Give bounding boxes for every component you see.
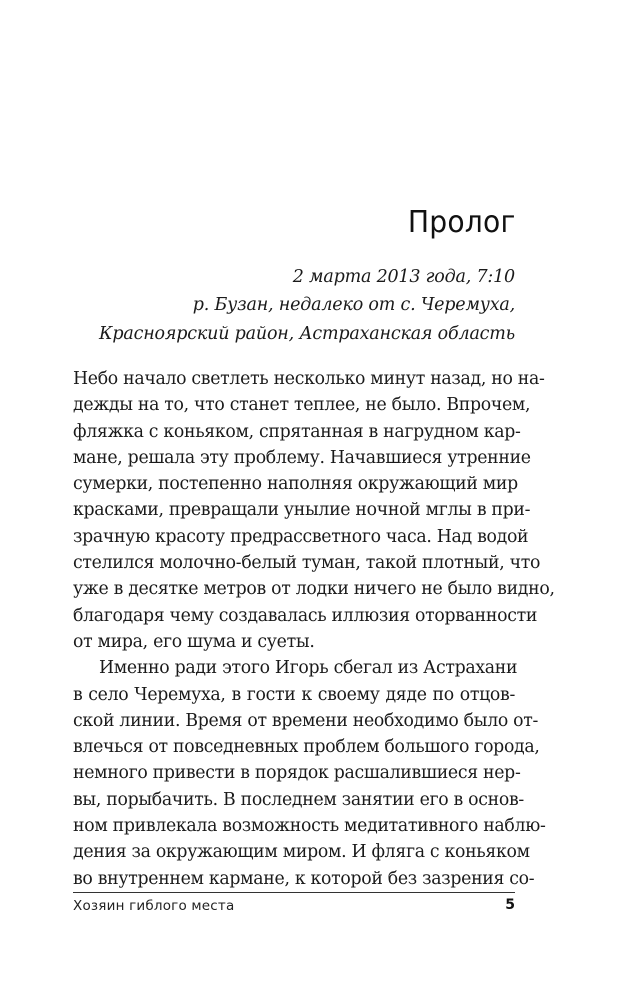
chapter-title: Пролог [407, 205, 515, 240]
body-text [73, 366, 555, 892]
text-line: красками, превращали унылие ночной мглы в при- [73, 500, 531, 521]
page-number: 5 [505, 897, 515, 913]
text-line: ном привлекала возможность медитативного наблю- [73, 816, 546, 837]
epigraph-place-line: р. Бузан, недалеко от с. Черемуха, [192, 295, 515, 316]
paragraph-1 [73, 366, 555, 655]
epigraph-region-line: Красноярский район, Астраханская область [99, 323, 515, 344]
text-line: немного привести в порядок расшалившиеся нер- [73, 763, 521, 784]
text-line: уже в десятке метров от лодки ничего не было видно, [73, 579, 555, 600]
text-line: Именно ради этого Игорь сбегал из Астрахани [99, 658, 518, 679]
text-line: дения за окружающим миром. И фляга с коньяком [73, 842, 530, 863]
text-line: Небо начало светлеть несколько минут назад, но на- [73, 369, 545, 389]
text-line: сумерки, постепенно наполняя окружающий мир [73, 474, 518, 495]
text-line: во внутреннем кармане, к которой без зазрения со- [73, 868, 535, 889]
text-line: фляжка с коньяком, спрятанная в нагрудном кар- [73, 421, 521, 442]
text-line: мане, решала эту проблему. Начавшиеся утренние [73, 447, 531, 468]
text-line: стелился молочно-белый туман, такой плотный, что [73, 553, 541, 574]
footer-rule [73, 892, 515, 893]
text-line: дежды на то, что станет теплее, не было. Впрочем, [73, 395, 531, 416]
text-line: влечься от повседневных проблем большого города, [73, 737, 540, 758]
text-line: ской линии. Время от времени необходимо было от- [73, 710, 539, 731]
text-line: зрачную красоту предрассветного часа. Над водой [73, 526, 529, 547]
text-line: в село Черемуха, в гости к своему дяде по отцов- [73, 684, 515, 705]
epigraph-date-line: 2 марта 2013 года, 7:10 [292, 267, 515, 287]
epigraph [99, 263, 515, 348]
text-line: благодаря чему создавалась иллюзия оторванности [73, 605, 538, 626]
running-head: Хозяин гиблого места [73, 898, 235, 914]
text-line: вы, порыбачить. В последнем занятии его в основ- [73, 789, 524, 810]
text-line: от мира, его шума и суеты. [73, 631, 315, 652]
paragraph-2 [73, 655, 546, 892]
